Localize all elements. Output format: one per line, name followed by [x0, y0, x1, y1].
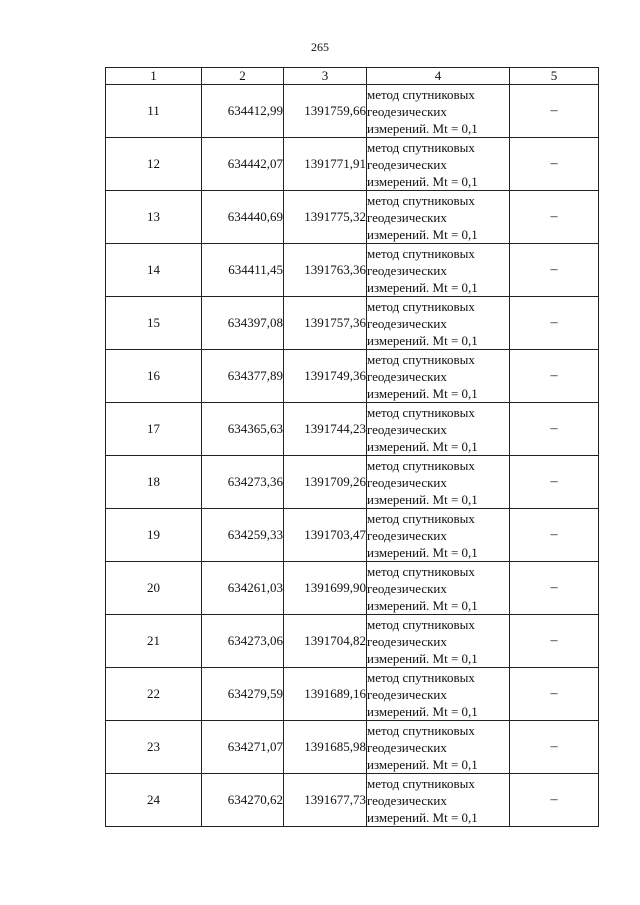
point-number-cell: 18 — [106, 456, 202, 509]
point-number-cell: 14 — [106, 244, 202, 297]
point-number-cell: 23 — [106, 721, 202, 774]
note-cell: – — [510, 774, 599, 827]
x-coordinate-cell: 634440,69 — [202, 191, 284, 244]
method-cell — [367, 721, 510, 774]
method-line: метод спутниковых — [367, 457, 475, 473]
method-line: измерений. Mt = 0,1 — [367, 491, 478, 507]
method-line: измерений. Mt = 0,1 — [367, 756, 478, 772]
method-cell — [367, 774, 510, 827]
method-line: метод спутниковых — [367, 722, 475, 738]
note-cell: – — [510, 244, 599, 297]
method-line: метод спутниковых — [367, 669, 475, 685]
point-number-cell: 21 — [106, 615, 202, 668]
method-cell — [367, 615, 510, 668]
method-cell — [367, 403, 510, 456]
method-line: геодезических — [367, 262, 447, 278]
method-line: измерений. Mt = 0,1 — [367, 385, 478, 401]
header-col-2: 2 — [202, 68, 284, 85]
y-coordinate-cell: 1391704,82 — [284, 615, 367, 668]
y-coordinate-cell: 1391689,16 — [284, 668, 367, 721]
method-line: метод спутниковых — [367, 351, 475, 367]
table-row — [106, 403, 599, 456]
table-row — [106, 85, 599, 138]
table-row — [106, 774, 599, 827]
point-number-cell: 11 — [106, 85, 202, 138]
note-cell: – — [510, 562, 599, 615]
method-line: геодезических — [367, 368, 447, 384]
point-number-cell: 13 — [106, 191, 202, 244]
x-coordinate-cell: 634259,33 — [202, 509, 284, 562]
method-line: геодезических — [367, 315, 447, 331]
note-cell: – — [510, 721, 599, 774]
x-coordinate-cell: 634279,59 — [202, 668, 284, 721]
method-line: измерений. Mt = 0,1 — [367, 809, 478, 825]
method-cell — [367, 138, 510, 191]
note-cell: – — [510, 85, 599, 138]
method-line: геодезических — [367, 792, 447, 808]
method-line: метод спутниковых — [367, 510, 475, 526]
point-number-cell: 24 — [106, 774, 202, 827]
method-line: измерений. Mt = 0,1 — [367, 544, 478, 560]
y-coordinate-cell: 1391763,36 — [284, 244, 367, 297]
point-number-cell: 16 — [106, 350, 202, 403]
table-row — [106, 297, 599, 350]
y-coordinate-cell: 1391757,36 — [284, 297, 367, 350]
method-line: геодезических — [367, 156, 447, 172]
y-coordinate-cell: 1391749,36 — [284, 350, 367, 403]
method-line: измерений. Mt = 0,1 — [367, 279, 478, 295]
method-line: метод спутниковых — [367, 616, 475, 632]
method-line: метод спутниковых — [367, 775, 475, 791]
note-cell: – — [510, 297, 599, 350]
method-cell — [367, 350, 510, 403]
method-line: измерений. Mt = 0,1 — [367, 120, 478, 136]
header-col-5: 5 — [510, 68, 599, 85]
note-cell: – — [510, 138, 599, 191]
note-cell: – — [510, 403, 599, 456]
y-coordinate-cell: 1391709,26 — [284, 456, 367, 509]
y-coordinate-cell: 1391771,91 — [284, 138, 367, 191]
method-line: геодезических — [367, 103, 447, 119]
method-line: метод спутниковых — [367, 404, 475, 420]
method-line: геодезических — [367, 739, 447, 755]
header-col-4: 4 — [367, 68, 510, 85]
y-coordinate-cell: 1391744,23 — [284, 403, 367, 456]
method-line: метод спутниковых — [367, 298, 475, 314]
method-line: метод спутниковых — [367, 563, 475, 579]
table-row — [106, 509, 599, 562]
method-line: измерений. Mt = 0,1 — [367, 438, 478, 454]
x-coordinate-cell: 634412,99 — [202, 85, 284, 138]
method-cell — [367, 509, 510, 562]
method-line: метод спутниковых — [367, 139, 475, 155]
method-line: геодезических — [367, 527, 447, 543]
x-coordinate-cell: 634273,36 — [202, 456, 284, 509]
header-row — [106, 68, 599, 85]
method-line: измерений. Mt = 0,1 — [367, 332, 478, 348]
header-col-1: 1 — [106, 68, 202, 85]
method-line: метод спутниковых — [367, 192, 475, 208]
x-coordinate-cell: 634397,08 — [202, 297, 284, 350]
table-row — [106, 191, 599, 244]
method-cell — [367, 244, 510, 297]
method-line: метод спутниковых — [367, 86, 475, 102]
x-coordinate-cell: 634442,07 — [202, 138, 284, 191]
table-header — [106, 68, 599, 85]
table-row — [106, 668, 599, 721]
method-cell — [367, 562, 510, 615]
table-row — [106, 615, 599, 668]
point-number-cell: 15 — [106, 297, 202, 350]
table-row — [106, 138, 599, 191]
y-coordinate-cell: 1391759,66 — [284, 85, 367, 138]
page-number: 265 — [311, 40, 329, 54]
note-cell: – — [510, 509, 599, 562]
x-coordinate-cell: 634270,62 — [202, 774, 284, 827]
method-line: геодезических — [367, 209, 447, 225]
x-coordinate-cell: 634273,06 — [202, 615, 284, 668]
point-number-cell: 22 — [106, 668, 202, 721]
method-cell — [367, 297, 510, 350]
method-line: измерений. Mt = 0,1 — [367, 650, 478, 666]
y-coordinate-cell: 1391677,73 — [284, 774, 367, 827]
note-cell: – — [510, 456, 599, 509]
table-row — [106, 562, 599, 615]
method-line: геодезических — [367, 421, 447, 437]
note-cell: – — [510, 191, 599, 244]
table-row — [106, 456, 599, 509]
note-cell: – — [510, 350, 599, 403]
method-line: измерений. Mt = 0,1 — [367, 226, 478, 242]
method-cell — [367, 456, 510, 509]
table-row — [106, 721, 599, 774]
x-coordinate-cell: 634377,89 — [202, 350, 284, 403]
method-line: измерений. Mt = 0,1 — [367, 703, 478, 719]
y-coordinate-cell: 1391699,90 — [284, 562, 367, 615]
y-coordinate-cell: 1391685,98 — [284, 721, 367, 774]
method-cell — [367, 191, 510, 244]
x-coordinate-cell: 634261,03 — [202, 562, 284, 615]
point-number-cell: 17 — [106, 403, 202, 456]
point-number-cell: 20 — [106, 562, 202, 615]
x-coordinate-cell: 634411,45 — [202, 244, 284, 297]
x-coordinate-cell: 634365,63 — [202, 403, 284, 456]
note-cell: – — [510, 668, 599, 721]
x-coordinate-cell: 634271,07 — [202, 721, 284, 774]
header-col-3: 3 — [284, 68, 367, 85]
point-number-cell: 12 — [106, 138, 202, 191]
coordinates-table — [105, 67, 599, 827]
y-coordinate-cell: 1391775,32 — [284, 191, 367, 244]
method-line: метод спутниковых — [367, 245, 475, 261]
table-body — [106, 85, 599, 827]
method-line: измерений. Mt = 0,1 — [367, 597, 478, 613]
method-line: геодезических — [367, 474, 447, 490]
table-row — [106, 350, 599, 403]
method-cell — [367, 85, 510, 138]
method-line: геодезических — [367, 686, 447, 702]
y-coordinate-cell: 1391703,47 — [284, 509, 367, 562]
point-number-cell: 19 — [106, 509, 202, 562]
method-line: геодезических — [367, 580, 447, 596]
method-line: измерений. Mt = 0,1 — [367, 173, 478, 189]
note-cell: – — [510, 615, 599, 668]
method-cell — [367, 668, 510, 721]
table-row — [106, 244, 599, 297]
method-line: геодезических — [367, 633, 447, 649]
